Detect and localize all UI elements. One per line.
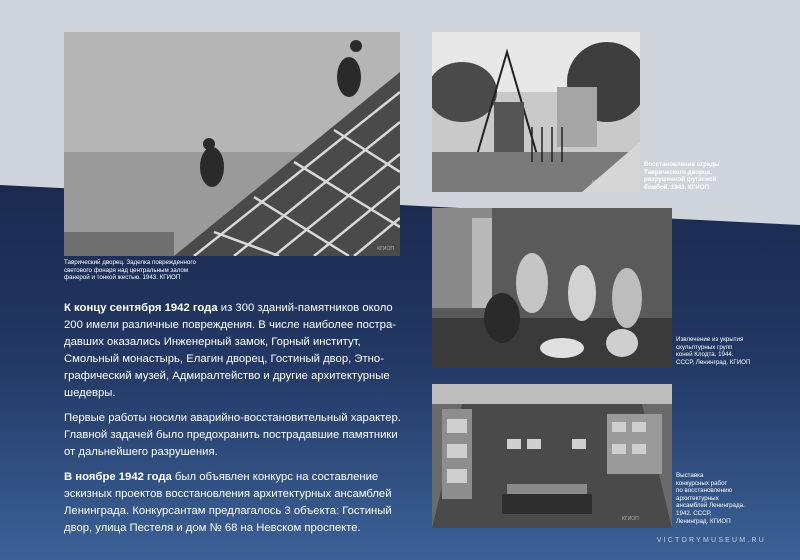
photo-fence-restoration: [432, 32, 640, 192]
paragraph-damage: [64, 300, 409, 402]
site-url: VICTORYMUSEUM.RU: [656, 537, 766, 544]
photo-caption: Извлечение из укрытия скульптурных групп коней Клодта. 1944. СССР, Ленинград. КГИОП: [676, 336, 751, 366]
photo-competition-exhibition: [432, 384, 672, 528]
photo-caption: Выставка конкурсных работ по восстановлению архитектурных ансамблей Ленинграда. 1942. СССР, Ленинград. КГИОП: [676, 472, 745, 525]
photo-klodt-horses: [432, 208, 672, 368]
paragraph-lead-bold: К концу сентября 1942 года: [64, 302, 218, 314]
main-text: [64, 300, 409, 537]
paragraph-lead-bold: В ноябре 1942 года: [64, 471, 172, 483]
photo-watermark: КГИОП: [592, 180, 609, 186]
paragraph-competition: [64, 469, 409, 537]
paragraph-body: был объявлен конкурс на составление эскизных проектов восстановления архитектурных ансамблей Ленинграда. Конкурсантам предлагалось 3 объекта: Гостиный двор, улица Пестеля и дом № 68 на Невском проспекте.: [64, 471, 392, 534]
photo-watermark: КГИОП: [377, 246, 394, 252]
photo-watermark: КГИОП: [622, 516, 639, 522]
paragraph-body: из 300 зданий-памятников около 200 имели различные повреждения. В числе наиболее постра-давших оказались Инженерный замок, Горный институт, Смольный монастырь, Елагин дворец, Гостиный двор, Этно-графический музей, Адмиралтейство и другие архитектурные шедевры.: [64, 302, 397, 399]
photo-caption: Таврический дворец. Заделка поврежденного светового фонаря над центральным залом фанерой и тонкой жестью. 1943. КГИОП: [64, 259, 196, 282]
photo-tauride-palace-roof: [64, 32, 400, 256]
photo-caption: Восстановление ограды Таврического дворца, разрушенной фугасной бомбой. 1943. КГИОП: [644, 161, 720, 191]
paragraph-emergency-works: Первые работы носили аварийно-восстановительный характер. Главной задачей было предохранить пострадавшие памятники от дальнейшего разрушения.: [64, 412, 401, 458]
